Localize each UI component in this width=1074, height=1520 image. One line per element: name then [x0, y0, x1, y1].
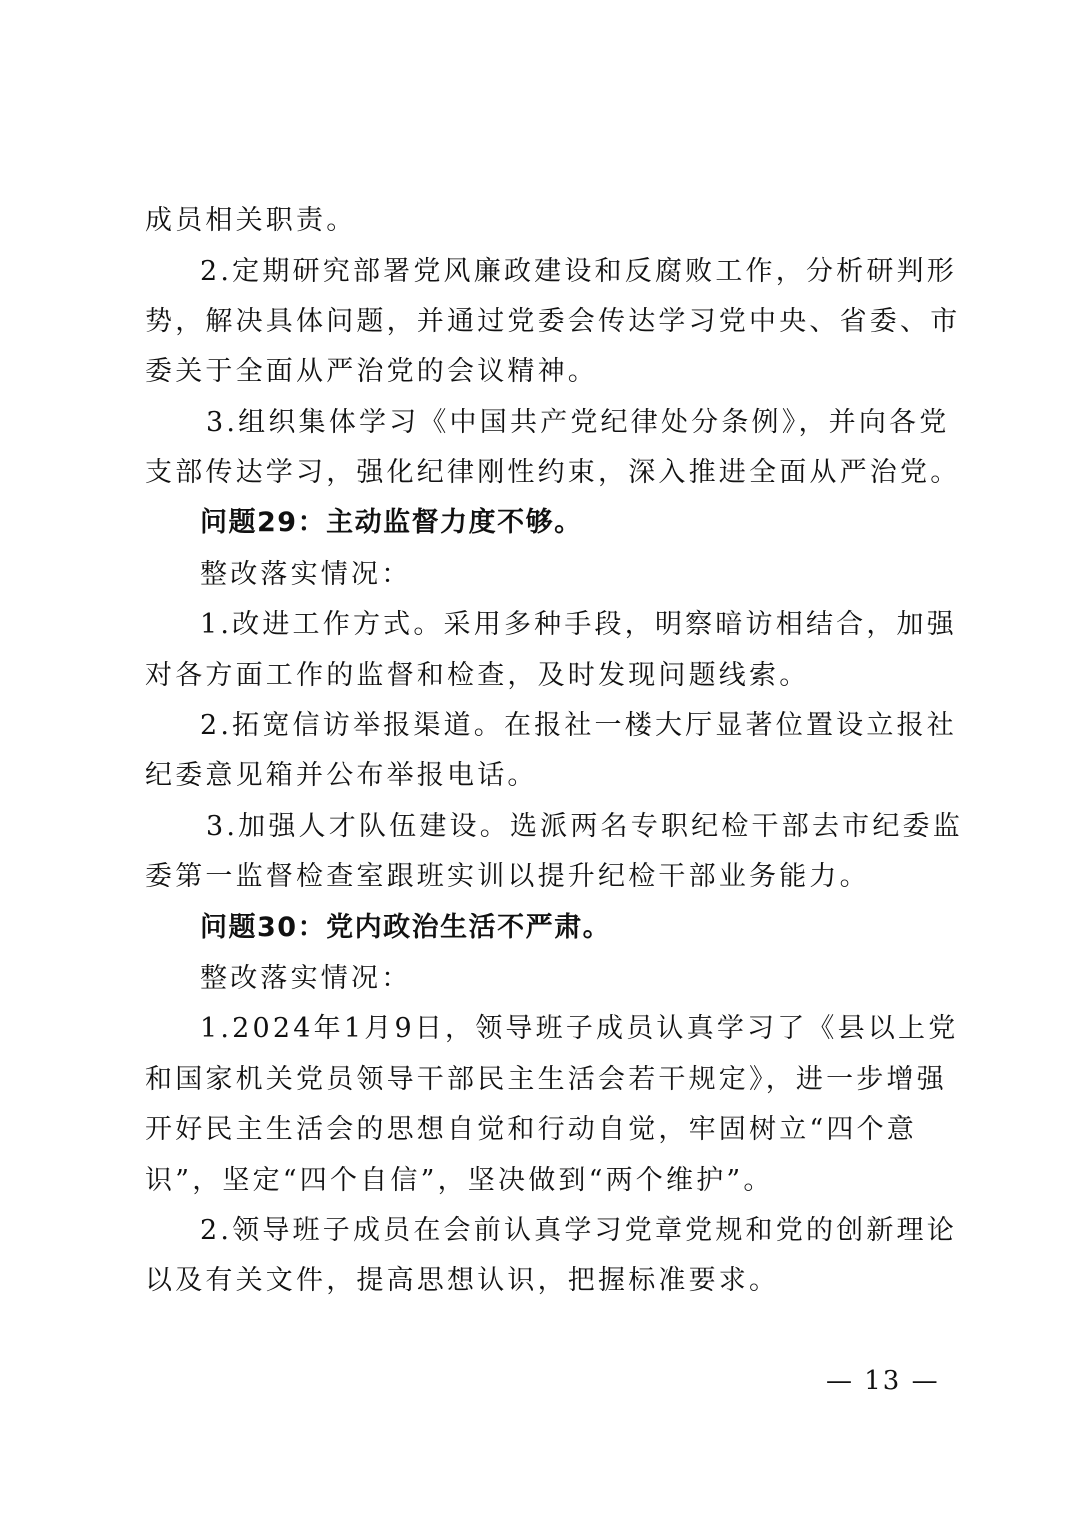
- paragraph-line: 识”，坚定“四个自信”，坚决做到“两个维护”。: [145, 1165, 774, 1196]
- paragraph-line: 开好民主生活会的思想自觉和行动自觉，牢固树立“四个意: [145, 1114, 918, 1145]
- paragraph-line: 1.2024年1月9日，领导班子成员认真学习了《县以上党: [200, 1013, 959, 1044]
- subheading-line: 整改落实情况：: [200, 963, 412, 994]
- issue-heading: 问题29：主动监督力度不够。: [200, 507, 583, 538]
- paragraph-line: 2.领导班子成员在会前认真学习党章党规和党的创新理论: [200, 1215, 957, 1246]
- paragraph-line: 3.加强人才队伍建设。选派两名专职纪检干部去市纪委监: [206, 811, 963, 842]
- paragraph-line: 2.定期研究部署党风廉政建设和反腐败工作，分析研判形: [200, 256, 957, 287]
- paragraph-line: 成员相关职责。: [145, 205, 357, 236]
- paragraph-line: 以及有关文件，提高思想认识，把握标准要求。: [145, 1265, 780, 1296]
- subheading-line: 整改落实情况：: [200, 559, 412, 590]
- page-number: — 13 —: [826, 1366, 940, 1396]
- paragraph-line: 和国家机关党员领导干部民主生活会若干规定》，进一步增强: [145, 1064, 947, 1095]
- paragraph-line: 对各方面工作的监督和检查，及时发现问题线索。: [145, 660, 810, 691]
- paragraph-line: 支部传达学习，强化纪律刚性约束，深入推进全面从严治党。: [145, 457, 961, 488]
- paragraph-line: 1.改进工作方式。采用多种手段，明察暗访相结合，加强: [200, 609, 957, 640]
- paragraph-line: 2.拓宽信访举报渠道。在报社一楼大厅显著位置设立报社: [200, 710, 957, 741]
- paragraph-line: 委关于全面从严治党的会议精神。: [145, 356, 598, 387]
- paragraph-line: 纪委意见箱并公布举报电话。: [145, 760, 538, 791]
- paragraph-line: 势，解决具体问题，并通过党委会传达学习党中央、省委、市: [145, 306, 961, 337]
- paragraph-line: 3.组织集体学习《中国共产党纪律处分条例》，并向各党: [206, 407, 950, 438]
- issue-heading: 问题30：党内政治生活不严肃。: [200, 912, 612, 943]
- paragraph-line: 委第一监督检查室跟班实训以提升纪检干部业务能力。: [145, 861, 870, 892]
